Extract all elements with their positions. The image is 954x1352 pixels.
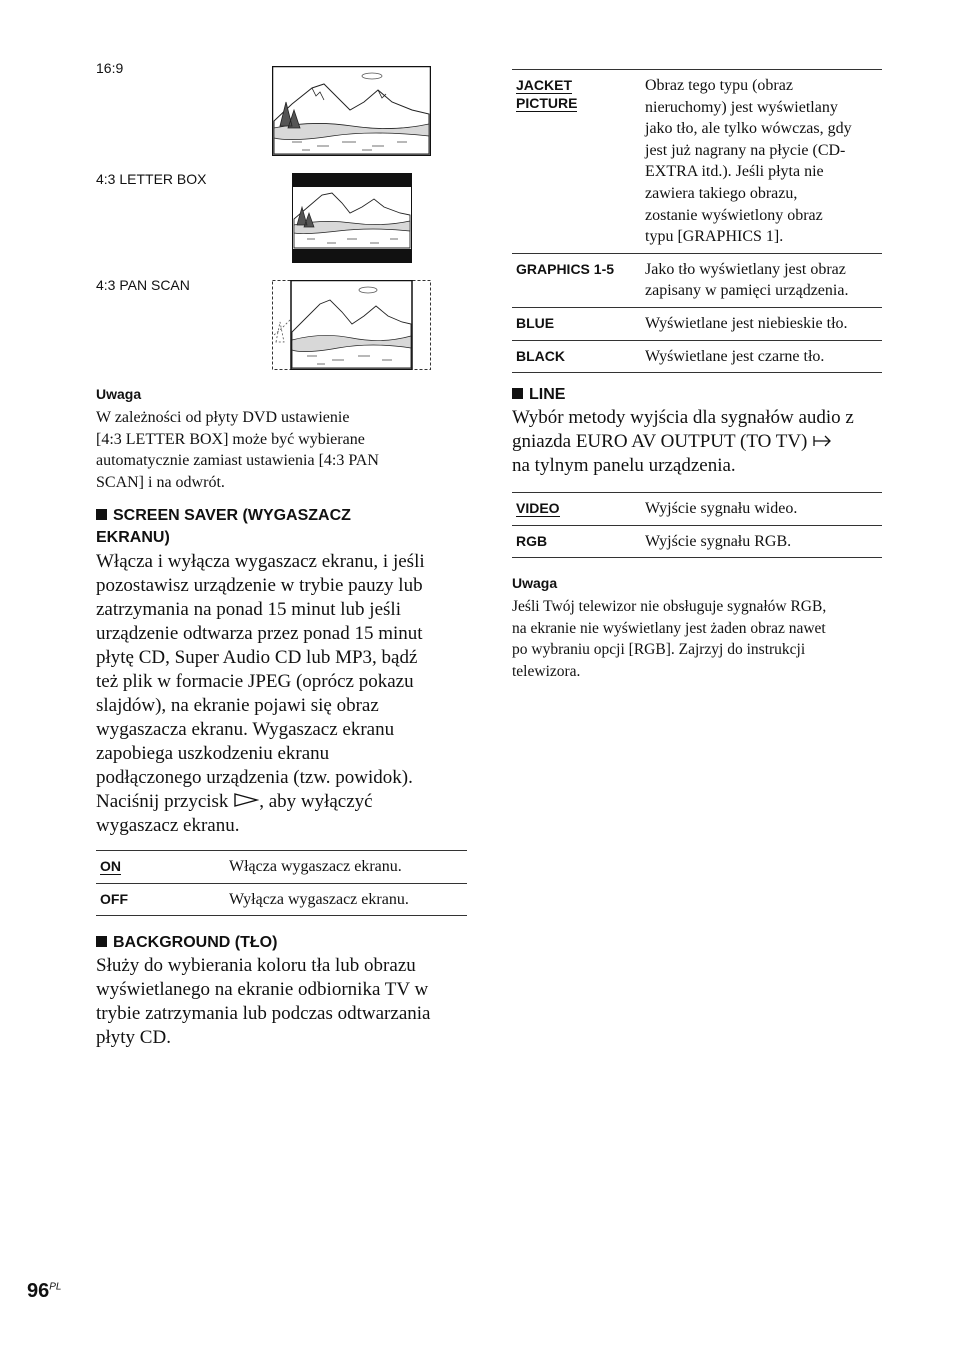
- body-line: zapobiega uszkodzeniu ekranu: [96, 743, 330, 764]
- body-line: wyświetlanego na ekranie odbiornika TV w: [96, 979, 429, 1000]
- screen-saver-body: [96, 550, 476, 838]
- output-arrow-icon: [812, 433, 834, 449]
- heading-text: BACKGROUND (TŁO): [113, 934, 278, 951]
- body-line: na tylnym panelu urządzenia.: [512, 455, 736, 476]
- note-body: [96, 407, 476, 493]
- desc-line: zawiera takiego obrazu,: [645, 184, 798, 202]
- option-desc: Włącza wygaszacz ekranu.: [225, 851, 467, 884]
- key-text: PICTURE: [516, 95, 578, 111]
- desc-line: Obraz tego typu (obraz: [645, 77, 793, 94]
- table-row: [512, 307, 882, 340]
- option-key: BLUE: [512, 307, 641, 340]
- body-line: wygaszacz ekranu.: [96, 815, 240, 836]
- note-line: po wybraniu opcji [RGB]. Zajrzyj do instrukcji: [512, 641, 806, 658]
- body-line: slajdów), na ekranie pojawi się obraz: [96, 695, 379, 716]
- option-desc: Wyświetlane jest czarne tło.: [641, 340, 882, 373]
- note-heading: Uwaga: [512, 575, 558, 591]
- body-line: podłączonego urządzenia (tzw. powidok).: [96, 767, 413, 788]
- section-square-icon: [512, 388, 523, 399]
- page-number-value: 96: [27, 1280, 50, 1302]
- text-fragment: gniazda EURO AV OUTPUT (TO TV): [512, 431, 813, 452]
- desc-line: typu [GRAPHICS 1].: [645, 228, 784, 246]
- body-line: urządzenie odtwarza przez ponad 15 minut: [96, 623, 423, 644]
- note-line: W zależności od płyty DVD ustawienie: [96, 409, 350, 426]
- note-body: [512, 596, 902, 682]
- play-icon: [233, 792, 259, 808]
- note-line: Jeśli Twój telewizor nie obsługuje sygnałów RGB,: [512, 598, 827, 615]
- background-options-table: [512, 69, 882, 373]
- option-key: [512, 70, 641, 254]
- note-line: na ekranie nie wyświetlany jest żaden obraz nawet: [512, 619, 826, 637]
- option-desc: Wyłącza wygaszacz ekranu.: [225, 883, 467, 916]
- screen-saver-heading: [96, 505, 476, 549]
- note-line: [4:3 LETTER BOX] może być wybierane: [96, 430, 365, 448]
- note-line: telewizora.: [512, 662, 581, 680]
- language-code: PL: [49, 1281, 62, 1293]
- section-square-icon: [96, 509, 107, 520]
- body-line: wygaszacza ekranu. Wygaszacz ekranu: [96, 719, 395, 740]
- line-options-table: [512, 492, 882, 558]
- option-desc: [641, 253, 882, 307]
- option-key: OFF: [96, 883, 225, 916]
- option-desc: [641, 70, 882, 254]
- landscape-letterbox-illustration: [292, 173, 412, 263]
- body-line: pozostawisz urządzenie w trybie pauzy lub: [96, 575, 423, 596]
- table-row: [512, 340, 882, 373]
- key-text: VIDEO: [516, 500, 560, 516]
- option-desc: Wyjście sygnału RGB.: [641, 525, 882, 558]
- note-line: automatycznie zamiast ustawienia [4:3 PAN: [96, 452, 379, 469]
- body-line: trybie zatrzymania lub podczas odtwarzania: [96, 1003, 431, 1024]
- body-line: zatrzymania na ponad 15 minut lub jeśli: [96, 599, 401, 620]
- body-line: [512, 430, 892, 454]
- screen-saver-options-table: [96, 850, 467, 916]
- option-key: RGB: [512, 525, 641, 558]
- background-body: [96, 954, 476, 1050]
- heading-text: LINE: [529, 386, 566, 403]
- option-key: [512, 493, 641, 526]
- key-text: ON: [100, 858, 121, 874]
- desc-line: Jako tło wyświetlany jest obraz: [645, 260, 846, 278]
- option-key: [96, 851, 225, 884]
- landscape-panscan-illustration: [272, 280, 431, 370]
- body-line: [96, 790, 476, 814]
- key-text: JACKET: [516, 77, 573, 93]
- desc-line: zostanie wyświetlony obraz: [645, 206, 823, 224]
- option-key: GRAPHICS 1-5: [512, 253, 641, 307]
- table-row: [512, 493, 882, 526]
- aspect-label-letterbox: 4:3 LETTER BOX: [96, 171, 207, 187]
- desc-line: jako tło, ale tylko wówczas, gdy: [645, 120, 852, 138]
- heading-line: EKRANU): [96, 529, 170, 546]
- heading-line: SCREEN SAVER (WYGASZACZ: [113, 507, 351, 524]
- body-line: też plik w formacie JPEG (oprócz pokazu: [96, 671, 414, 692]
- page-number: [27, 1280, 61, 1303]
- body-line: Wybór metody wyjścia dla sygnałów audio z: [512, 407, 854, 428]
- body-line: Włącza i wyłącza wygaszacz ekranu, i jeśli: [96, 551, 425, 572]
- table-row: [512, 525, 882, 558]
- text-fragment: Naciśnij przycisk: [96, 791, 234, 812]
- option-desc: Wyświetlane jest niebieskie tło.: [641, 307, 882, 340]
- option-desc: Wyjście sygnału wideo.: [641, 493, 882, 526]
- desc-line: zapisany w pamięci urządzenia.: [645, 282, 849, 300]
- desc-line: nieruchomy) jest wyświetlany: [645, 98, 838, 116]
- table-row: [512, 253, 882, 307]
- body-line: płyty CD.: [96, 1027, 171, 1048]
- body-line: płytę CD, Super Audio CD lub MP3, bądź: [96, 647, 418, 668]
- table-row: [512, 70, 882, 254]
- background-heading: [96, 932, 277, 954]
- aspect-label-16-9: 16:9: [96, 60, 124, 76]
- table-row: [96, 883, 467, 916]
- table-row: [96, 851, 467, 884]
- text-fragment: , aby wyłączyć: [259, 791, 373, 812]
- line-body: [512, 406, 892, 478]
- line-heading: [512, 384, 565, 406]
- landscape-16-9-illustration: [272, 66, 431, 156]
- desc-line: jest już nagrany na płycie (CD-: [645, 141, 846, 159]
- body-line: Służy do wybierania koloru tła lub obrazu: [96, 955, 416, 976]
- option-key: BLACK: [512, 340, 641, 373]
- note-line: SCAN] i na odwrót.: [96, 473, 225, 491]
- desc-line: EXTRA itd.). Jeśli płyta nie: [645, 163, 824, 181]
- note-heading: Uwaga: [96, 386, 142, 402]
- aspect-label-panscan: 4:3 PAN SCAN: [96, 277, 190, 293]
- section-square-icon: [96, 936, 107, 947]
